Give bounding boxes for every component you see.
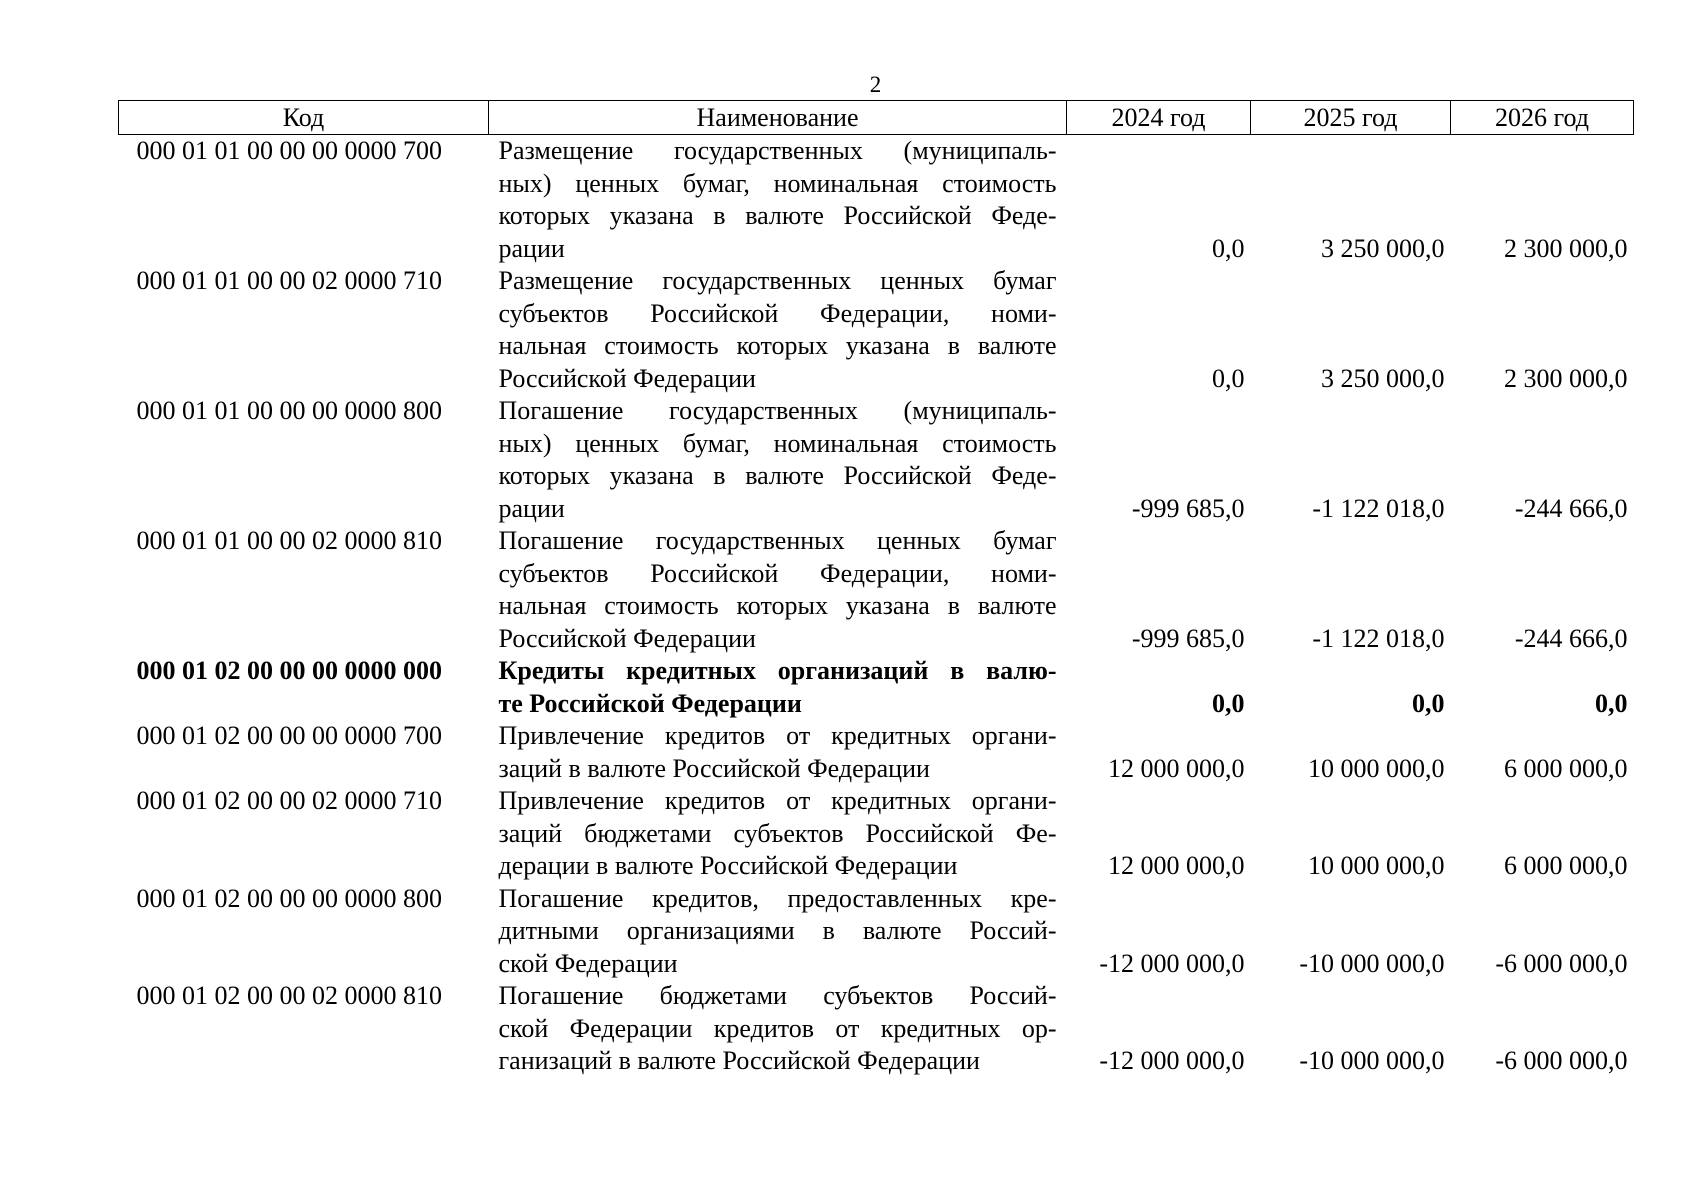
row-name-line: рации (498, 493, 565, 523)
row-name-line: те Российской Федерации (498, 688, 802, 718)
row-code: 000 01 01 00 00 00 0000 800 (136, 396, 442, 425)
row-value-2024: -999 685,0 (1131, 493, 1245, 523)
header-name: Наименование (489, 101, 1067, 135)
table-row (119, 883, 1634, 981)
row-name-line: заций в валюте Российской Федерации (498, 753, 930, 783)
row-name (489, 265, 1067, 395)
row-name-line: Привлечение кредитов от кредитных органи- (498, 786, 1057, 815)
row-name-line: нальная стоимость которых указана в валюте (498, 591, 1057, 620)
row-value-2024: -12 000 000,0 (1099, 948, 1245, 978)
row-name-line: которых указана в валюте Российской Феде- (498, 201, 1057, 230)
row-name-line: Российской Федерации (498, 623, 756, 653)
row-value-2024: 12 000 000,0 (1108, 753, 1245, 783)
row-value-2026: -6 000 000,0 (1495, 948, 1628, 978)
row-name-line: Кредиты кредитных организаций в валю- (498, 656, 1057, 685)
row-code: 000 01 02 00 00 00 0000 800 (136, 883, 442, 913)
row-name (489, 883, 1067, 981)
row-code: 000 01 01 00 00 02 0000 810 (136, 526, 442, 555)
row-value-2026: 6 000 000,0 (1504, 753, 1628, 783)
table-body (119, 135, 1634, 1078)
row-code: 000 01 02 00 00 00 0000 700 (136, 721, 442, 750)
table-row (119, 785, 1634, 883)
row-name-line: субъектов Российской Федерации, номи- (498, 298, 1057, 328)
page-number: 2 (869, 72, 882, 97)
row-name (489, 980, 1067, 1078)
row-name-line: Погашение государственных (муниципаль- (498, 396, 1057, 425)
row-name (489, 655, 1067, 720)
table-header (119, 101, 1634, 135)
row-name (489, 395, 1067, 525)
row-name (489, 525, 1067, 655)
row-name-line: Погашение бюджетами субъектов Россий- (498, 981, 1057, 1010)
row-name-line: Российской Федерации (498, 363, 756, 393)
row-value-2026: 0,0 (1595, 688, 1628, 718)
row-name-line: ской Федерации (498, 948, 678, 978)
row-value-2026: 2 300 000,0 (1504, 363, 1628, 393)
row-name-line: Погашение государственных ценных бумаг (498, 526, 1057, 555)
table-row (119, 265, 1634, 395)
row-value-2024: 0,0 (1212, 688, 1245, 718)
row-name-line: дерации в валюте Российской Федерации (498, 851, 958, 880)
row-value-2024: 0,0 (1212, 233, 1245, 263)
row-value-2024: 12 000 000,0 (1108, 851, 1245, 880)
row-value-2024: 0,0 (1212, 363, 1245, 393)
row-value-2026: -244 666,0 (1514, 623, 1628, 653)
row-name-line: нальная стоимость которых указана в валюте (498, 331, 1057, 360)
row-value-2025: 10 000 000,0 (1308, 851, 1445, 880)
row-value-2025: -10 000 000,0 (1299, 1046, 1445, 1075)
row-value-2025: -1 122 018,0 (1312, 623, 1445, 653)
row-value-2025: 3 250 000,0 (1321, 363, 1445, 393)
row-value-2026: -6 000 000,0 (1495, 1046, 1628, 1075)
table-row (119, 525, 1634, 655)
header-2024: 2024 год (1067, 101, 1251, 135)
row-name (489, 135, 1067, 266)
row-name-line: Размещение государственных ценных бумаг (498, 266, 1057, 295)
row-value-2026: 6 000 000,0 (1504, 851, 1628, 880)
row-code: 000 01 02 00 00 02 0000 710 (136, 786, 442, 815)
table-row (119, 720, 1634, 785)
row-name-line: рации (498, 233, 565, 263)
row-code: 000 01 01 00 00 00 0000 700 (136, 136, 442, 165)
row-name-line: ской Федерации кредитов от кредитных ор- (498, 1013, 1057, 1043)
row-name-line: субъектов Российской Федерации, номи- (498, 558, 1057, 588)
row-name-line: Погашение кредитов, предоставленных кре- (498, 883, 1057, 913)
row-name-line: которых указана в валюте Российской Феде- (498, 461, 1057, 490)
row-name-line: ных) ценных бумаг, номинальная стоимость (498, 168, 1057, 198)
row-value-2024: -999 685,0 (1131, 623, 1245, 653)
row-value-2025: 10 000 000,0 (1308, 753, 1445, 783)
row-name-line: ганизаций в валюте Российской Федерации (498, 1046, 980, 1075)
budget-sources-table (118, 100, 1634, 1078)
header-2025: 2025 год (1251, 101, 1451, 135)
row-name (489, 785, 1067, 883)
row-name-line: Размещение государственных (муниципаль- (498, 136, 1057, 165)
row-name-line: дитными организациями в валюте Россий- (498, 916, 1057, 945)
row-value-2026: -244 666,0 (1514, 493, 1628, 523)
row-name-line: заций бюджетами субъектов Российской Фе- (498, 818, 1057, 848)
row-name (489, 720, 1067, 785)
row-code: 000 01 02 00 00 00 0000 000 (136, 656, 442, 685)
row-value-2026: 2 300 000,0 (1504, 233, 1628, 263)
row-value-2025: -10 000 000,0 (1299, 948, 1445, 978)
header-2026: 2026 год (1451, 101, 1634, 135)
table-row (119, 135, 1634, 266)
row-name-line: ных) ценных бумаг, номинальная стоимость (498, 428, 1057, 458)
row-value-2025: 3 250 000,0 (1321, 233, 1445, 263)
row-name-line: Привлечение кредитов от кредитных органи- (498, 721, 1057, 750)
row-code: 000 01 01 00 00 02 0000 710 (136, 266, 442, 295)
header-row (119, 101, 1634, 135)
row-value-2024: -12 000 000,0 (1099, 1046, 1245, 1075)
row-code: 000 01 02 00 00 02 0000 810 (136, 981, 442, 1010)
table-row (119, 395, 1634, 525)
table-row (119, 980, 1634, 1078)
row-value-2025: -1 122 018,0 (1312, 493, 1445, 523)
table-row (119, 655, 1634, 720)
row-value-2025: 0,0 (1412, 688, 1445, 718)
header-code: Код (119, 101, 489, 135)
